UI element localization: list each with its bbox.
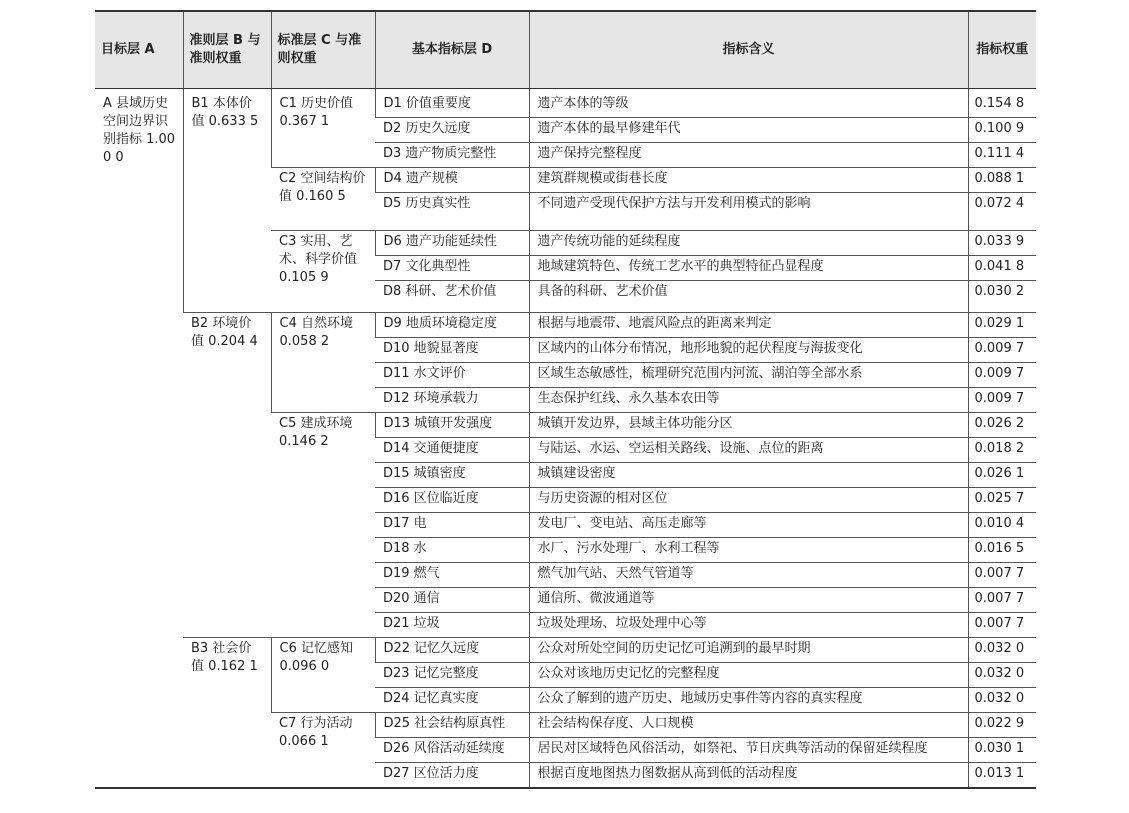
indicator-meaning-cell: 垃圾处理场、垃圾处理中心等 [529, 613, 968, 638]
indicator-meaning-cell: 区域内的山体分布情况，地形地貌的起伏程度与海拔变化 [529, 338, 968, 363]
indicator-name-cell: D5 历史真实性 [375, 193, 529, 231]
indicator-name-cell: D20 通信 [375, 588, 529, 613]
indicator-meaning-cell: 生态保护红线、永久基本农田等 [529, 388, 968, 413]
indicator-weight-cell: 0.010 4 [968, 513, 1036, 538]
indicator-name-cell: D11 水文评价 [375, 363, 529, 388]
standard-cell: C4 自然环境 0.058 2 [271, 313, 375, 413]
table-row [95, 313, 1036, 338]
indicator-name-cell: D22 记忆久远度 [375, 638, 529, 663]
indicator-name-cell: D18 水 [375, 538, 529, 563]
indicator-meaning-cell: 遗产本体的等级 [529, 89, 968, 118]
table-row [95, 89, 1036, 118]
indicator-name-cell: D4 遗产规模 [375, 168, 529, 193]
header-target-layer: 目标层 A [95, 11, 183, 89]
indicator-name-cell: D25 社会结构原真性 [375, 713, 529, 738]
indicator-meaning-cell: 城镇建设密度 [529, 463, 968, 488]
indicator-name-cell: D8 科研、艺术价值 [375, 281, 529, 313]
indicator-weight-cell: 0.007 7 [968, 588, 1036, 613]
indicator-weight-cell: 0.088 1 [968, 168, 1036, 193]
indicator-name-cell: D2 历史久远度 [375, 118, 529, 143]
indicator-meaning-cell: 公众对所处空间的历史记忆可追溯到的最早时期 [529, 638, 968, 663]
indicator-name-cell: D23 记忆完整度 [375, 663, 529, 688]
header-basic-indicator: 基本指标层 D [375, 11, 529, 89]
indicator-name-cell: D9 地质环境稳定度 [375, 313, 529, 338]
criteria-cell: B2 环境价值 0.204 4 [183, 313, 271, 638]
indicator-weight-cell: 0.026 2 [968, 413, 1036, 438]
indicator-meaning-cell: 根据百度地图热力图数据从高到低的活动程度 [529, 763, 968, 789]
indicator-meaning-cell: 公众了解到的遗产历史、地域历史事件等内容的真实程度 [529, 688, 968, 713]
indicator-weight-cell: 0.111 4 [968, 143, 1036, 168]
indicator-name-cell: D7 文化典型性 [375, 256, 529, 281]
indicator-meaning-cell: 地域建筑特色、传统工艺水平的典型特征凸显程度 [529, 256, 968, 281]
indicator-name-cell: D6 遗产功能延续性 [375, 231, 529, 256]
indicator-meaning-cell: 不同遗产受现代保护方法与开发利用模式的影响 [529, 193, 968, 231]
indicator-meaning-cell: 遗产传统功能的延续程度 [529, 231, 968, 256]
indicator-name-cell: D14 交通便捷度 [375, 438, 529, 463]
indicator-name-cell: D17 电 [375, 513, 529, 538]
indicator-name-cell: D3 遗产物质完整性 [375, 143, 529, 168]
indicator-weight-cell: 0.022 9 [968, 713, 1036, 738]
indicator-weight-cell: 0.009 7 [968, 338, 1036, 363]
criteria-cell: B1 本体价值 0.633 5 [183, 89, 271, 313]
indicator-name-cell: D24 记忆真实度 [375, 688, 529, 713]
indicator-name-cell: D15 城镇密度 [375, 463, 529, 488]
indicator-name-cell: D27 区位活力度 [375, 763, 529, 789]
standard-cell: C7 行为活动 0.066 1 [271, 713, 375, 789]
indicator-weight-cell: 0.072 4 [968, 193, 1036, 231]
header-indicator-weight: 指标权重 [968, 11, 1036, 89]
indicator-meaning-cell: 根据与地震带、地震风险点的距离来判定 [529, 313, 968, 338]
indicator-meaning-cell: 具备的科研、艺术价值 [529, 281, 968, 313]
target-cell: A 县域历史空间边界识别指标 1.000 0 [95, 89, 183, 789]
indicator-name-cell: D13 城镇开发强度 [375, 413, 529, 438]
indicator-weight-cell: 0.018 2 [968, 438, 1036, 463]
indicator-meaning-cell: 城镇开发边界，县域主体功能分区 [529, 413, 968, 438]
indicator-weight-cell: 0.009 7 [968, 363, 1036, 388]
indicator-name-cell: D19 燃气 [375, 563, 529, 588]
indicator-weight-cell: 0.030 2 [968, 281, 1036, 313]
indicator-meaning-cell: 社会结构保存度、人口规模 [529, 713, 968, 738]
standard-cell: C5 建成环境 0.146 2 [271, 413, 375, 638]
indicator-weight-cell: 0.007 7 [968, 563, 1036, 588]
indicator-name-cell: D12 环境承载力 [375, 388, 529, 413]
header-indicator-meaning: 指标含义 [529, 11, 968, 89]
indicator-weight-cell: 0.032 0 [968, 663, 1036, 688]
indicator-weight-cell: 0.030 1 [968, 738, 1036, 763]
indicator-meaning-cell: 区域生态敏感性，梳理研究范围内河流、湖泊等全部水系 [529, 363, 968, 388]
indicator-meaning-cell: 通信所、微波通道等 [529, 588, 968, 613]
indicator-meaning-cell: 燃气加气站、天然气管道等 [529, 563, 968, 588]
indicator-name-cell: D1 价值重要度 [375, 89, 529, 118]
indicator-weight-cell: 0.100 9 [968, 118, 1036, 143]
table-row [95, 638, 1036, 663]
indicator-weight-cell: 0.032 0 [968, 688, 1036, 713]
indicator-meaning-cell: 居民对区域特色风俗活动，如祭祀、节日庆典等活动的保留延续程度 [529, 738, 968, 763]
indicator-weight-cell: 0.016 5 [968, 538, 1036, 563]
indicator-meaning-cell: 遗产保持完整程度 [529, 143, 968, 168]
indicator-meaning-cell: 发电厂、变电站、高压走廊等 [529, 513, 968, 538]
indicator-meaning-cell: 水厂、污水处理厂、水利工程等 [529, 538, 968, 563]
indicator-table [95, 10, 1036, 789]
indicator-weight-cell: 0.025 7 [968, 488, 1036, 513]
indicator-weight-cell: 0.041 8 [968, 256, 1036, 281]
indicator-name-cell: D16 区位临近度 [375, 488, 529, 513]
indicator-weight-cell: 0.029 1 [968, 313, 1036, 338]
indicator-weight-cell: 0.009 7 [968, 388, 1036, 413]
indicator-name-cell: D10 地貌显著度 [375, 338, 529, 363]
table-header-row [95, 11, 1036, 89]
indicator-weight-cell: 0.154 8 [968, 89, 1036, 118]
indicator-meaning-cell: 遗产本体的最早修建年代 [529, 118, 968, 143]
indicator-weight-cell: 0.032 0 [968, 638, 1036, 663]
indicator-weight-cell: 0.033 9 [968, 231, 1036, 256]
standard-cell: C3 实用、艺术、科学价值 0.105 9 [271, 231, 375, 313]
indicator-weight-cell: 0.007 7 [968, 613, 1036, 638]
indicator-weight-cell: 0.026 1 [968, 463, 1036, 488]
standard-cell: C1 历史价值 0.367 1 [271, 89, 375, 168]
indicator-weight-cell: 0.013 1 [968, 763, 1036, 789]
indicator-name-cell: D21 垃圾 [375, 613, 529, 638]
indicator-meaning-cell: 与历史资源的相对区位 [529, 488, 968, 513]
indicator-meaning-cell: 建筑群规模或街巷长度 [529, 168, 968, 193]
criteria-cell: B3 社会价值 0.162 1 [183, 638, 271, 789]
indicator-name-cell: D26 风俗活动延续度 [375, 738, 529, 763]
indicator-meaning-cell: 与陆运、水运、空运相关路线、设施、点位的距离 [529, 438, 968, 463]
header-standard-layer: 标准层 C 与准则权重 [271, 11, 375, 89]
standard-cell: C6 记忆感知 0.096 0 [271, 638, 375, 713]
indicator-meaning-cell: 公众对该地历史记忆的完整程度 [529, 663, 968, 688]
header-criteria-layer: 准则层 B 与准则权重 [183, 11, 271, 89]
standard-cell: C2 空间结构价值 0.160 5 [271, 168, 375, 231]
